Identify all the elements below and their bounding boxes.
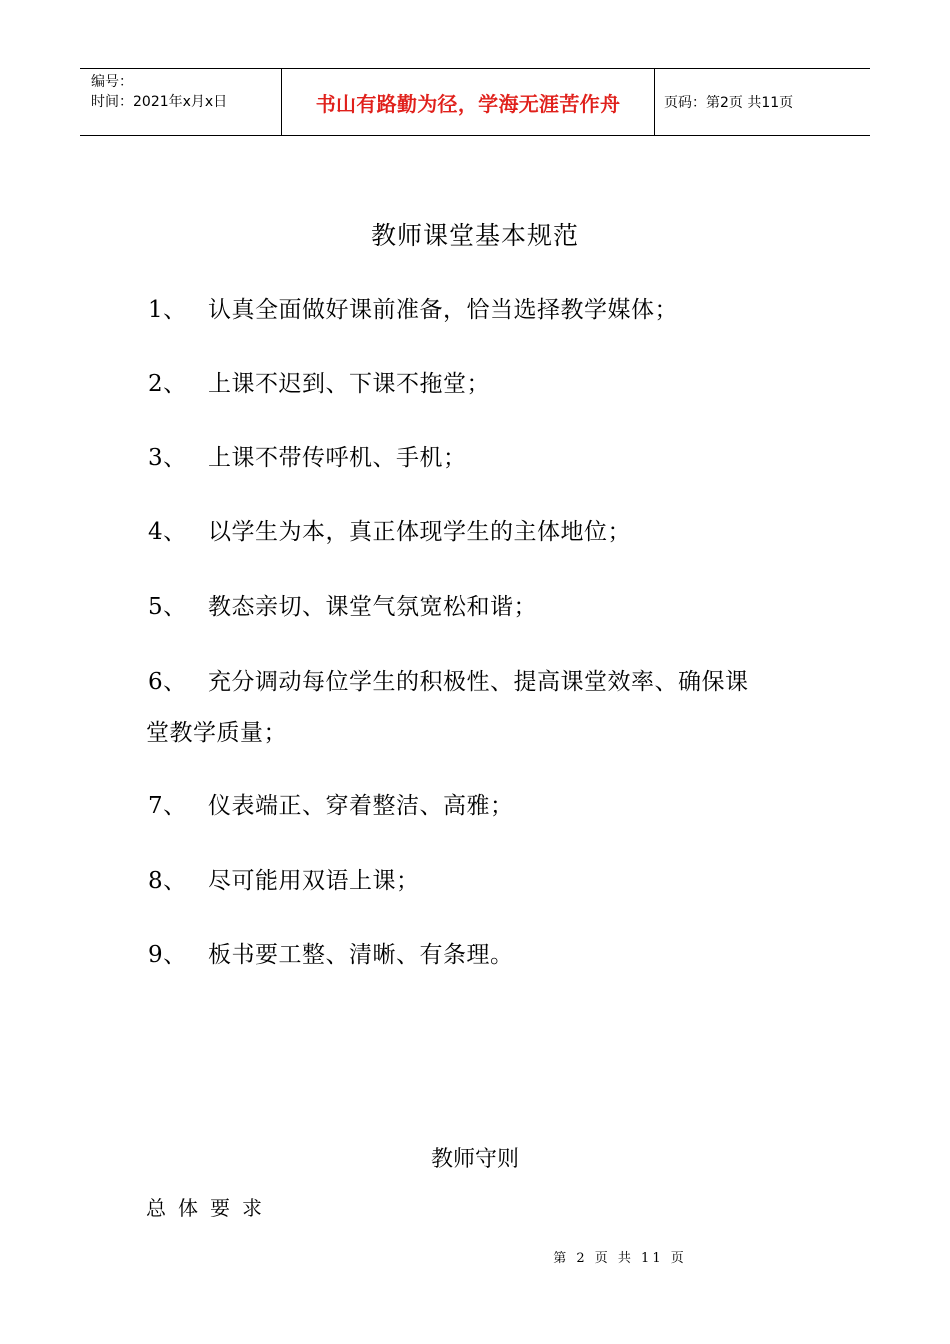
item-text: 仪表端正、穿着整洁、高雅； [208,793,514,819]
page-label: 页码：第2页 共11页 [664,95,794,111]
list-item [148,444,467,472]
item-number: 1、 [148,297,187,323]
list-item [148,792,514,820]
item-text: 上课不带传呼机、手机； [208,445,467,471]
list-item [148,941,514,969]
item-text: 尽可能用双语上课； [208,868,420,894]
item-text: 以学生为本，真正体现学生的主体地位； [208,519,631,545]
date-label: 时间：2021年x月x日 [91,94,228,110]
code-label: 编号： [91,74,133,90]
list-item [148,296,678,324]
item-text: 板书要工整、清晰、有条理。 [208,942,514,968]
item-number: 6、 [148,669,187,695]
subheading: 总体要求 [146,1196,274,1220]
document-title: 教师课堂基本规范 [370,221,579,250]
item-continuation: 堂教学质量； [146,720,287,746]
header-info-cell [80,69,281,135]
item-text: 教态亲切、课堂气氛宽松和谐； [208,594,537,620]
item-number: 3、 [148,445,187,471]
motto-text: 书山有路勤为径，学海无涯苦作舟 [315,91,621,116]
item-text: 认真全面做好课前准备，恰当选择教学媒体； [208,297,678,323]
list-item [148,593,537,621]
header-page-cell [655,69,870,135]
item-number: 8、 [148,868,187,894]
list-item [148,867,420,895]
item-number: 7、 [148,793,187,819]
item-number: 2、 [148,371,187,397]
list-item [148,518,631,546]
header-motto-cell [281,69,655,135]
page-footer: 第 2 页 共 11 页 [553,1251,687,1266]
header-table [80,68,870,136]
item-number: 9、 [148,942,187,968]
list-item [148,668,749,696]
item-text: 充分调动每位学生的积极性、提高课堂效率、确保课 [208,669,749,695]
section-title: 教师守则 [430,1147,519,1172]
item-number: 4、 [148,519,187,545]
item-number: 5、 [148,594,187,620]
item-text: 上课不迟到、下课不拖堂； [208,371,490,397]
list-item [148,370,490,398]
